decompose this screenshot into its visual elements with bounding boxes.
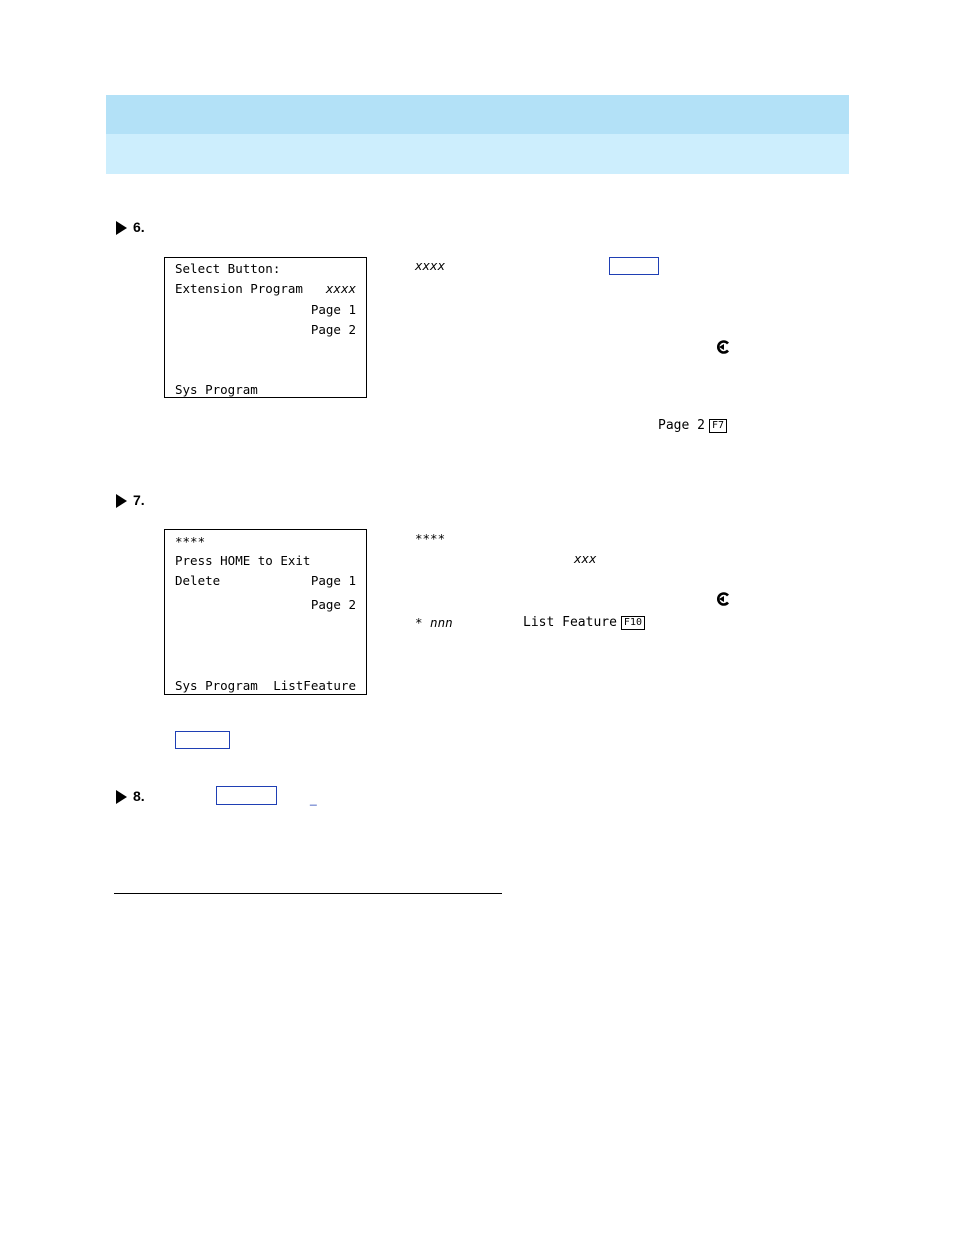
page-2-key — [658, 417, 727, 433]
screen-title: Select Button: — [175, 261, 281, 276]
list-feature-option[interactable]: ListFeature — [273, 678, 356, 693]
extension-value: xxxx — [325, 281, 356, 296]
page-1-option[interactable]: Page 1 — [310, 302, 356, 317]
step-arrow-icon — [116, 221, 127, 235]
home-exit-hint: Press HOME to Exit — [175, 553, 311, 568]
note-xxxx: xxxx — [415, 258, 446, 273]
display-screen-delete — [164, 529, 367, 695]
extension-program-label: Extension Program — [175, 281, 303, 296]
password-mask: **** — [175, 534, 206, 549]
step-arrow-icon — [116, 790, 127, 804]
delete-option[interactable]: Delete — [175, 573, 221, 588]
step-8 — [116, 788, 145, 804]
header-band-bottom — [106, 134, 849, 174]
step-6 — [116, 219, 145, 235]
step-number: 7. — [133, 492, 145, 508]
step-number: 6. — [133, 219, 145, 235]
underscore-link[interactable]: _ — [310, 792, 317, 806]
page-1-option[interactable]: Page 1 — [310, 573, 356, 588]
display-screen-select-button — [164, 257, 367, 398]
step-number: 8. — [133, 788, 145, 804]
list-feature-key — [523, 614, 645, 630]
footnote-rule — [114, 893, 502, 894]
page-2-option[interactable]: Page 2 — [310, 597, 356, 612]
list-feature-label: List Feature — [523, 615, 617, 630]
header-band-top — [106, 95, 849, 134]
page-2-option[interactable]: Page 2 — [310, 322, 356, 337]
link-box-3[interactable] — [216, 786, 277, 805]
step-7 — [116, 492, 145, 508]
step-arrow-icon — [116, 494, 127, 508]
page-2-label: Page 2 — [658, 418, 705, 433]
return-arrow-icon — [715, 340, 731, 354]
note-star-nnn: * nnn — [415, 615, 453, 630]
note-xxx: xxx — [574, 551, 597, 566]
link-box-2[interactable] — [175, 731, 230, 749]
note-stars: **** — [415, 531, 446, 546]
sys-program-option[interactable]: Sys Program — [175, 678, 258, 693]
link-box-1[interactable] — [609, 257, 659, 275]
return-arrow-icon — [715, 592, 731, 606]
sys-program-option[interactable]: Sys Program — [175, 382, 258, 397]
f7-key[interactable]: F7 — [709, 419, 727, 433]
f10-key[interactable]: F10 — [621, 616, 645, 630]
